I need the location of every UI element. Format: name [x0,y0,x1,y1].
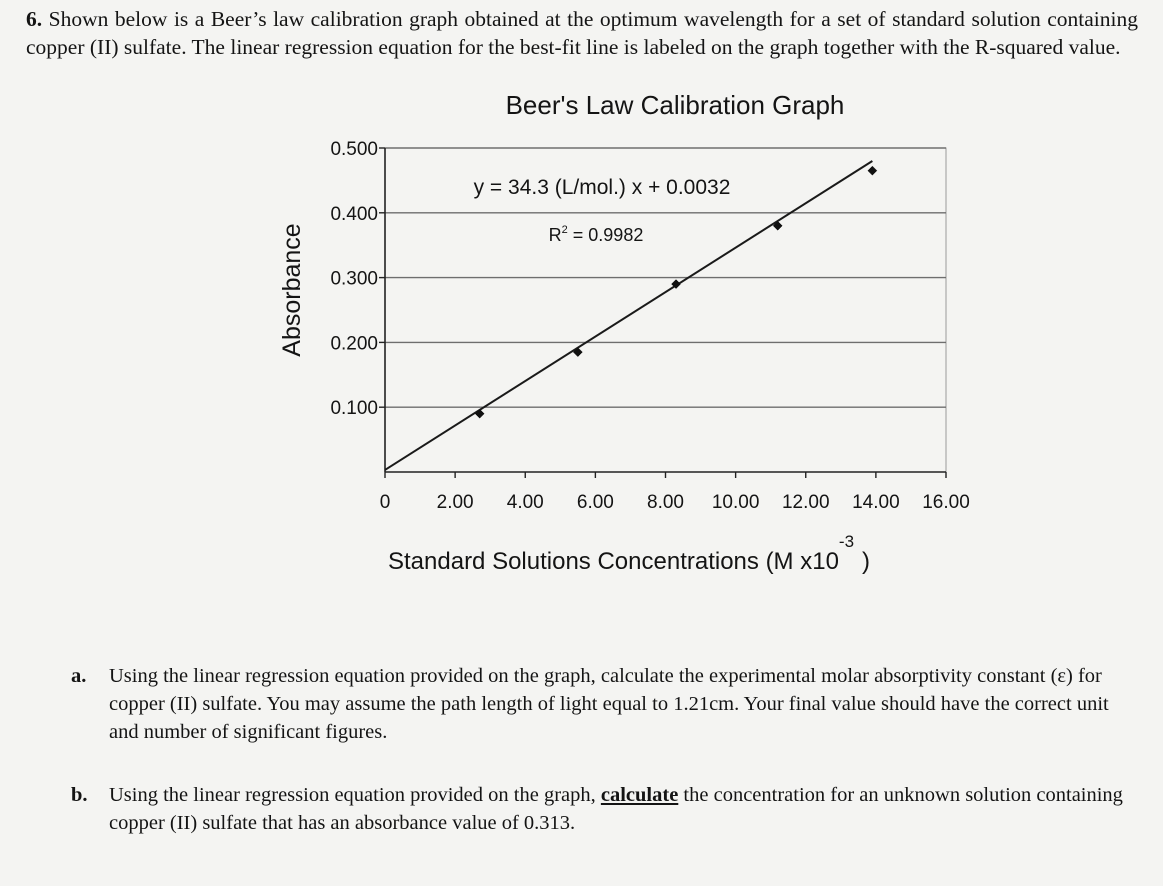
question-b-letter: b. [71,784,88,806]
data-point [475,409,484,418]
x-tick-label: 8.00 [647,492,684,513]
y-axis-label: Absorbance [278,223,306,357]
x-tick-label: 2.00 [436,492,474,513]
chart-title: Beer's Law Calibration Graph [505,90,845,120]
x-axis-label [388,532,870,575]
y-tick-label: 0.400 [330,203,378,225]
r-squared-symbol: R [548,225,562,245]
y-tick-label: 0.300 [330,268,378,290]
x-tick-label: 4.00 [506,492,544,513]
data-points [475,166,877,418]
question-a-letter: a. [71,665,87,687]
regression-equation: y = 34.3 (L/mol.) x + 0.0032 [473,176,731,199]
r-squared-value: = 0.9982 [567,225,644,245]
x-tick-label: 12.00 [781,492,830,513]
x-axis-label-close: ) [862,548,871,575]
question-b-text-before: Using the linear regression equation provided on the graph, [109,784,601,806]
x-axis [380,472,970,513]
data-point [868,166,877,175]
trendline-group [385,161,872,470]
y-axis [330,139,385,472]
trendline [385,161,872,470]
question-b-text-after: the concentration for an unknown solution containing copper (II) sulfate that has an absorbance value of 0.313. [109,784,1123,834]
y-tick-label: 0.500 [330,139,378,160]
x-tick-label: 0 [379,492,391,513]
x-tick-label: 14.00 [852,492,900,513]
question-a-text: Using the linear regression equation provided on the graph, calculate the experimental molar absorptivity constant (ε) for copper (II) sulfate. You may assume the path length of light equal to 1.21cm. Your final value should have the correct unit and number of significant figures. [109,665,1109,743]
r-squared-exponent: 2 [561,224,568,236]
question-b-text [109,781,1131,837]
problem-number: 6. [26,7,43,31]
x-axis-label-exponent: -3 [838,532,855,551]
x-tick-label: 6.00 [576,492,614,513]
r-squared-label [549,224,644,245]
x-tick-label: 16.00 [922,492,970,513]
x-tick-label: 10.00 [711,492,760,513]
problem-intro-text: Shown below is a Beer’s law calibration graph obtained at the optimum wavelength for a set of standard solution containing copper (II) sulfate. The linear regression equation for the best-fit line is labeled on the graph together with the R-squared value. [26,7,1139,59]
y-tick-label: 0.200 [330,333,378,355]
question-b-emphasis: calculate [600,784,679,806]
y-tick-label: 0.100 [330,398,378,420]
x-axis-label-text: Standard Solutions Concentrations (M x10 [388,548,839,575]
